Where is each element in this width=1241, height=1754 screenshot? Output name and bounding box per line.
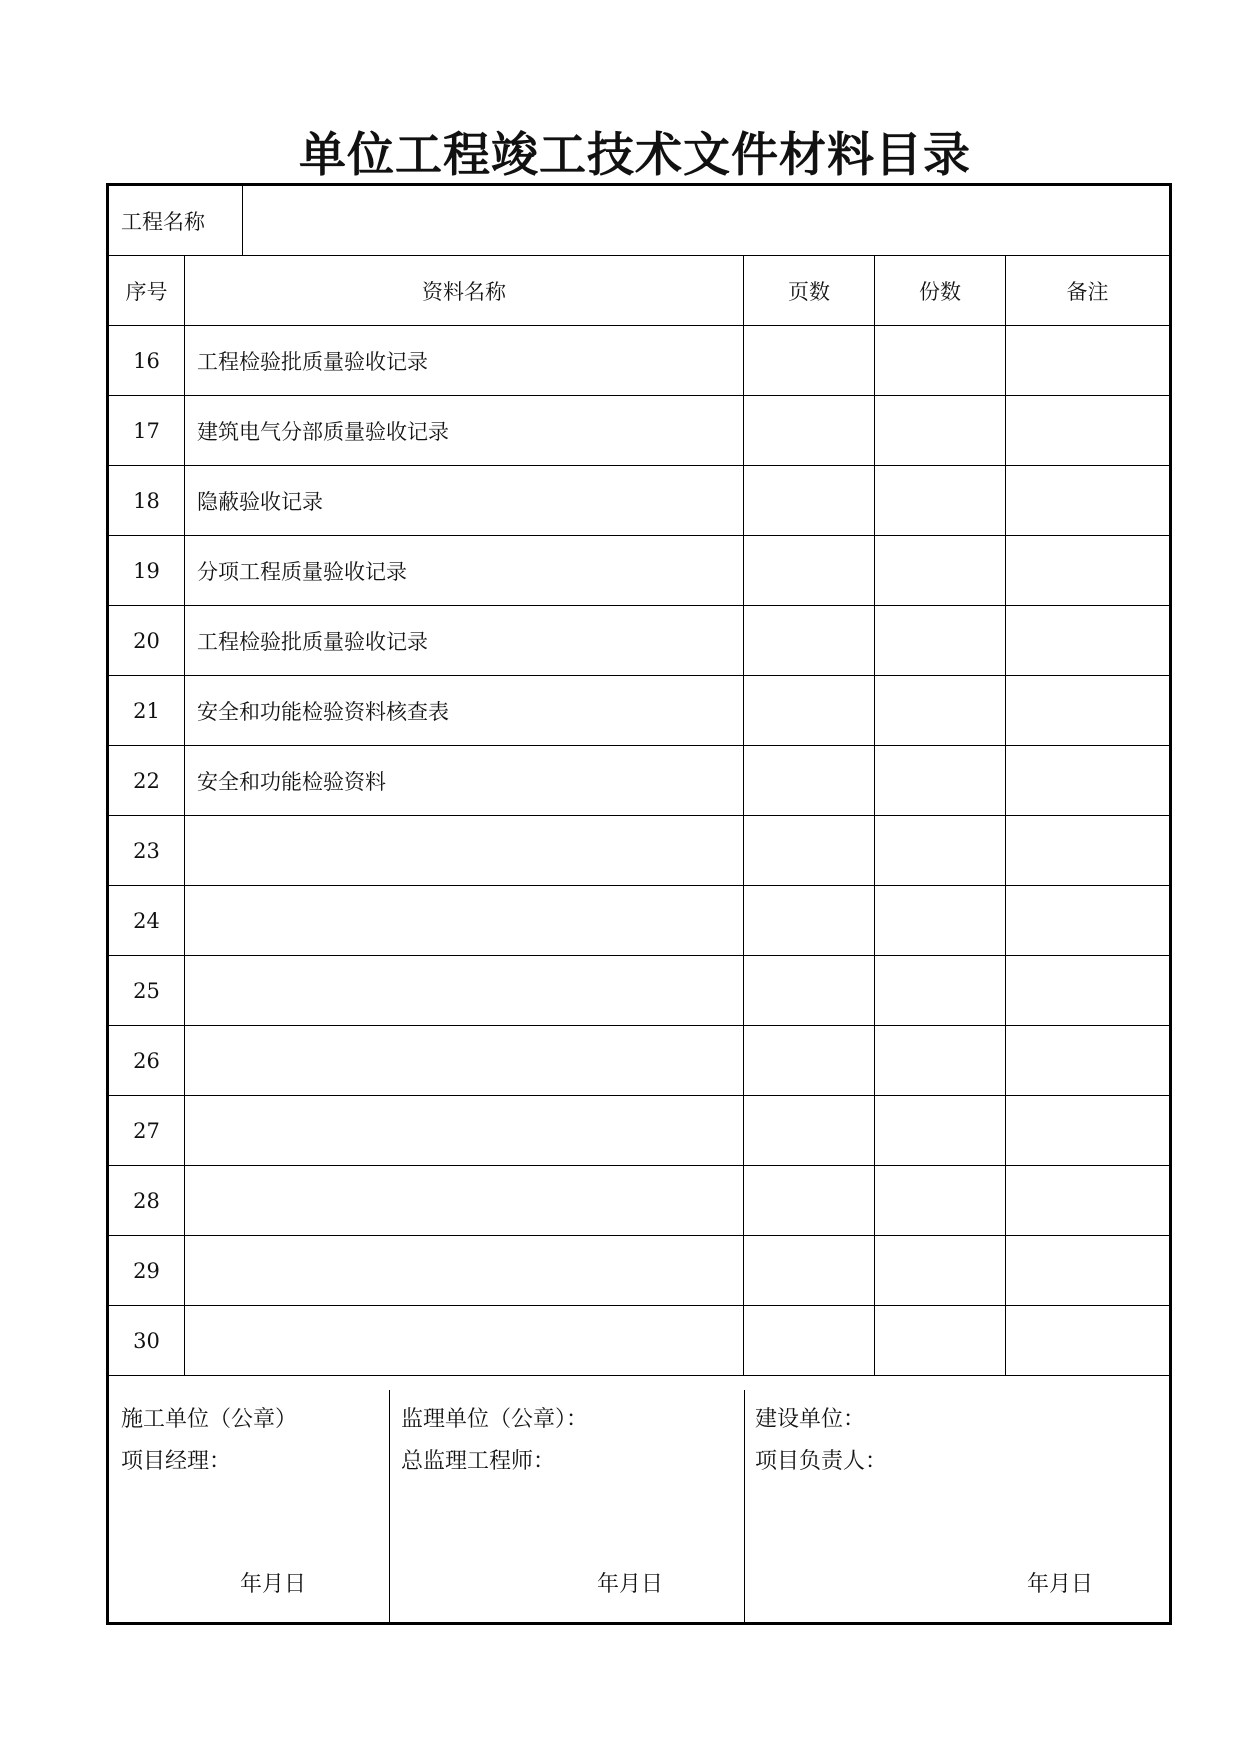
copies-cell[interactable] [875,536,1006,606]
serial-cell: 22 [109,746,185,816]
pages-cell[interactable] [744,1166,875,1236]
document-name-cell: 安全和功能检验资料 [185,746,744,816]
remarks-cell[interactable] [1006,326,1169,396]
owner-unit-label: 建设单位： [755,1407,866,1432]
owner-date-label: 年月日 [1027,1572,1094,1597]
document-name-cell [185,956,744,1026]
remarks-cell[interactable] [1006,1236,1169,1306]
serial-cell: 27 [109,1096,185,1166]
pages-cell[interactable] [744,1306,875,1376]
remarks-cell[interactable] [1006,466,1169,536]
pages-cell[interactable] [744,816,875,886]
remarks-cell[interactable] [1006,676,1169,746]
remarks-cell[interactable] [1006,536,1169,606]
remarks-cell[interactable] [1006,886,1169,956]
supervision-unit-label: 监理单位（公章）： [401,1407,589,1432]
pages-cell[interactable] [744,466,875,536]
serial-cell: 23 [109,816,185,886]
document-title: 单位工程竣工技术文件材料目录 [299,128,971,183]
header-document-name: 资料名称 [185,256,744,326]
serial-cell: 19 [109,536,185,606]
document-name-cell: 安全和功能检验资料核查表 [185,676,744,746]
serial-cell: 20 [109,606,185,676]
signature-divider [389,1390,390,1622]
header-serial: 序号 [109,256,185,326]
copies-cell[interactable] [875,1166,1006,1236]
remarks-cell[interactable] [1006,746,1169,816]
pages-cell[interactable] [744,396,875,466]
copies-cell[interactable] [875,956,1006,1026]
pages-cell[interactable] [744,746,875,816]
document-name-cell [185,1306,744,1376]
document-name-cell [185,886,744,956]
document-name-cell [185,1166,744,1236]
header-remarks: 备注 [1006,256,1169,326]
copies-cell[interactable] [875,676,1006,746]
signature-divider [744,1390,745,1622]
pages-cell[interactable] [744,606,875,676]
signature-area [109,1390,1169,1622]
remarks-cell[interactable] [1006,606,1169,676]
serial-cell: 24 [109,886,185,956]
construction-date-label: 年月日 [240,1572,307,1597]
copies-cell[interactable] [875,466,1006,536]
pages-cell[interactable] [744,1026,875,1096]
document-name-cell [185,1026,744,1096]
header-copies: 份数 [875,256,1006,326]
serial-cell: 28 [109,1166,185,1236]
document-name-cell: 建筑电气分部质量验收记录 [185,396,744,466]
serial-cell: 30 [109,1306,185,1376]
project-leader-label: 项目负责人： [755,1449,888,1474]
copies-cell[interactable] [875,886,1006,956]
document-name-cell [185,1096,744,1166]
remarks-cell[interactable] [1006,1306,1169,1376]
serial-cell: 17 [109,396,185,466]
project-name-label: 工程名称 [109,186,243,256]
remarks-cell[interactable] [1006,956,1169,1026]
document-name-cell: 工程检验批质量验收记录 [185,606,744,676]
chief-supervisor-label: 总监理工程师： [401,1449,556,1474]
copies-cell[interactable] [875,816,1006,886]
document-name-cell: 隐蔽验收记录 [185,466,744,536]
serial-cell: 16 [109,326,185,396]
pages-cell[interactable] [744,1096,875,1166]
serial-cell: 21 [109,676,185,746]
pages-cell[interactable] [744,676,875,746]
pages-cell[interactable] [744,956,875,1026]
serial-cell: 26 [109,1026,185,1096]
pages-cell[interactable] [744,326,875,396]
serial-cell: 29 [109,1236,185,1306]
pages-cell[interactable] [744,886,875,956]
document-name-cell [185,1236,744,1306]
copies-cell[interactable] [875,1026,1006,1096]
supervision-date-label: 年月日 [597,1572,664,1597]
document-name-cell [185,816,744,886]
copies-cell[interactable] [875,396,1006,466]
remarks-cell[interactable] [1006,396,1169,466]
pages-cell[interactable] [744,1236,875,1306]
document-name-cell: 分项工程质量验收记录 [185,536,744,606]
serial-cell: 18 [109,466,185,536]
copies-cell[interactable] [875,1236,1006,1306]
document-name-cell: 工程检验批质量验收记录 [185,326,744,396]
serial-cell: 25 [109,956,185,1026]
copies-cell[interactable] [875,746,1006,816]
copies-cell[interactable] [875,326,1006,396]
remarks-cell[interactable] [1006,816,1169,886]
remarks-cell[interactable] [1006,1026,1169,1096]
copies-cell[interactable] [875,1096,1006,1166]
copies-cell[interactable] [875,606,1006,676]
catalog-table [106,183,1172,1625]
remarks-cell[interactable] [1006,1166,1169,1236]
header-pages: 页数 [744,256,875,326]
project-name-field[interactable] [243,186,1169,256]
remarks-cell[interactable] [1006,1096,1169,1166]
copies-cell[interactable] [875,1306,1006,1376]
pages-cell[interactable] [744,536,875,606]
project-manager-label: 项目经理： [121,1449,232,1474]
construction-unit-label: 施工单位（公章） [121,1407,298,1432]
